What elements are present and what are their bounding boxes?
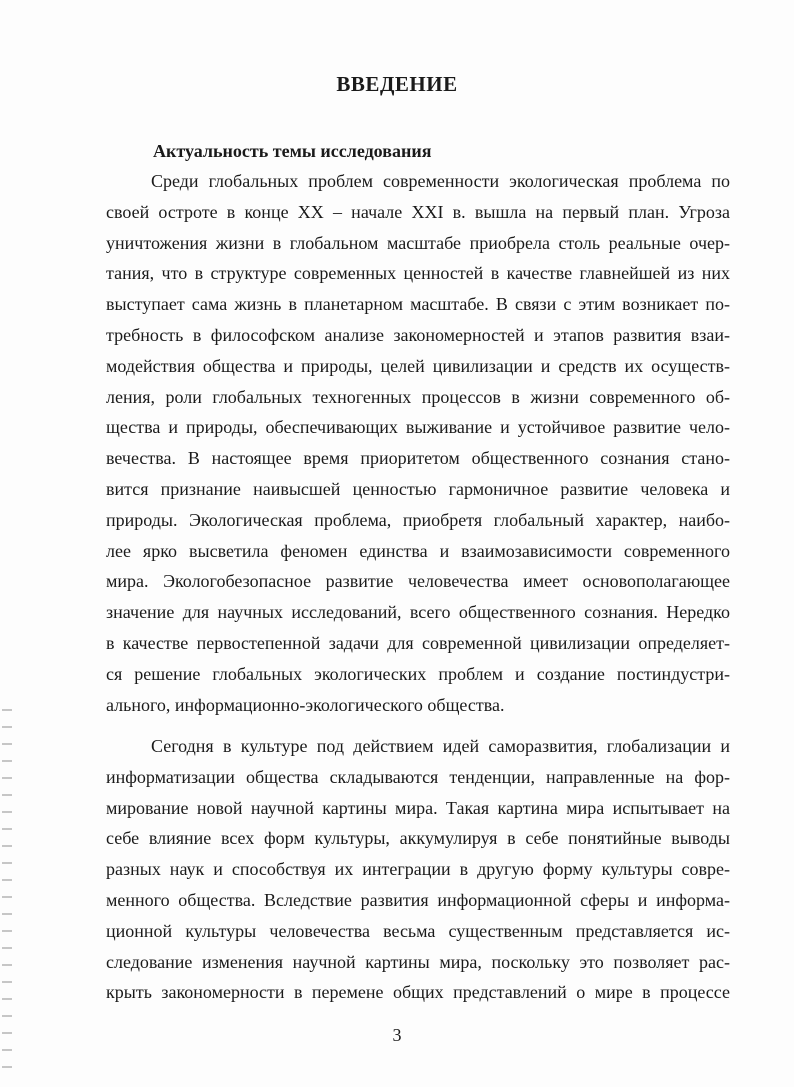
paragraph-line: вится признание наивысшей ценностью гармоничное развитие человека и <box>106 478 730 499</box>
paragraph-line: разных наук и способствуя их интеграции в другую форму культуры совре- <box>106 859 730 880</box>
paragraph-line: тания, что в структуре современных ценностей в качестве главнейшей из них <box>106 263 730 284</box>
paragraph-line: вечества. В настоящее время приоритетом общественного сознания стано- <box>106 448 730 469</box>
paragraph-line: ционной культуры человечества весьма существенным представляется ис- <box>106 920 730 941</box>
paragraph-line: крыть закономерности в перемене общих представлений о мире в процессе <box>106 982 730 1003</box>
paragraph-line: модействия общества и природы, целей цивилизации и средств их осуществ- <box>106 355 730 376</box>
paragraph-line: Среди глобальных проблем современности экологическая проблема по <box>151 171 730 191</box>
paragraph-line: требность в философском анализе закономерностей и этапов развития взаи- <box>106 324 730 345</box>
paragraph-1 <box>106 166 730 720</box>
section-heading: Актуальность темы исследования <box>153 141 432 161</box>
paragraph-line: щества и природы, обеспечивающих выживание и устойчивое развитие чело- <box>106 417 730 438</box>
paragraph-line: значение для научных исследований, всего общественного сознания. Нередко <box>106 602 730 623</box>
paragraph-line: в качестве первостепенной задачи для современной цивилизации определяет- <box>106 632 730 653</box>
paragraph-line: выступает сама жизнь в планетарном масштабе. В связи с этим возникает по- <box>106 294 730 315</box>
scan-margin-marks <box>2 700 12 1080</box>
paragraph-line: природы. Экологическая проблема, приобретя глобальный характер, наибо- <box>106 509 730 530</box>
paragraph-line: мира. Экологобезопасное развитие человечества имеет основополагающее <box>106 571 730 592</box>
paragraph-line: лее ярко высветила феномен единства и взаимозависимости современного <box>106 540 730 561</box>
paragraph-line: уничтожения жизни в глобальном масштабе приобрела столь реальные очер- <box>106 232 730 253</box>
page-number: 3 <box>392 1025 402 1045</box>
paragraph-line: менного общества. Вследствие развития информационной сферы и информа- <box>106 889 730 910</box>
paragraph-line: информатизации общества складываются тенденции, направленные на фор- <box>106 766 730 787</box>
paragraph-2 <box>106 731 730 1008</box>
paragraph-line: Сегодня в культуре под действием идей саморазвития, глобализации и <box>151 736 730 756</box>
paragraph-line: себе влияние всех форм культуры, аккумулируя в себе понятийные выводы <box>106 828 730 849</box>
paragraph-line: своей остроте в конце XX – начале XXI в. вышла на первый план. Угроза <box>106 201 730 222</box>
paragraph-line: следование изменения научной картины мира, поскольку это позволяет рас- <box>106 951 730 972</box>
page-title: ВВЕДЕНИЕ <box>336 72 458 96</box>
paragraph-line: ального, информационно-экологического общества. <box>106 694 505 715</box>
paragraph-line: мирование новой научной картины мира. Такая картина мира испытывает на <box>106 797 730 818</box>
paragraph-line: ления, роли глобальных техногенных процессов в жизни современного об- <box>106 386 730 407</box>
paragraph-line: ся решение глобальных экологических проблем и создание постиндустри- <box>106 663 730 684</box>
